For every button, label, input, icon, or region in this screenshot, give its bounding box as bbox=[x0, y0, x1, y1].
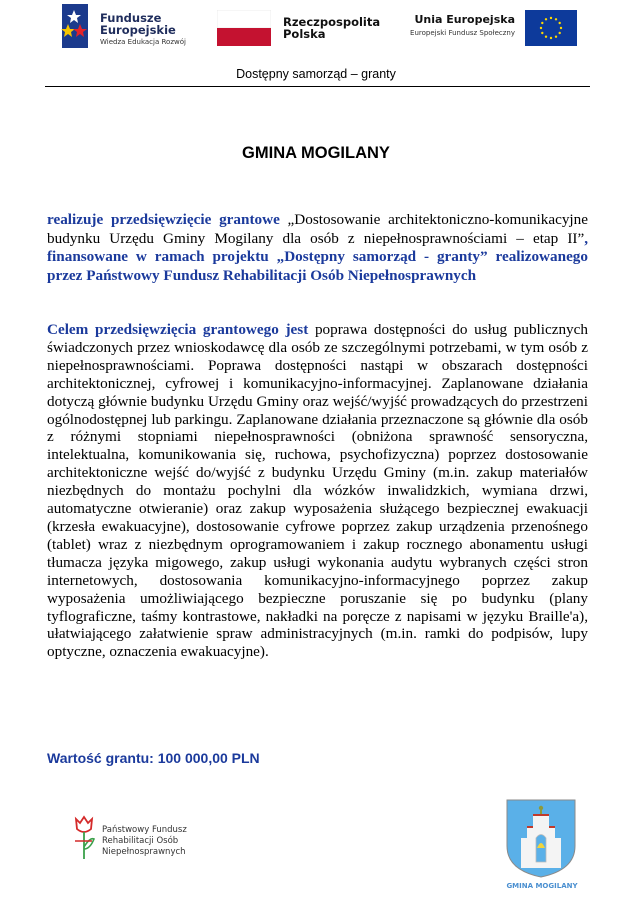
goal-lead-bold-text: Celem przedsięwzięcia grantowego jest bbox=[47, 321, 309, 338]
fe-title-line1: Fundusze bbox=[100, 11, 162, 25]
pfron-line3: Niepełnosprawnych bbox=[102, 847, 186, 857]
pfron-line1: Państwowy Fundusz bbox=[102, 825, 187, 835]
eu-flag-icon bbox=[525, 10, 577, 46]
gmina-logo-label: GMINA MOGILANY bbox=[506, 882, 578, 890]
ue-title: Unia Europejska bbox=[414, 13, 515, 26]
running-header: Dostępny samorząd – granty bbox=[236, 67, 396, 81]
pfron-line2: Rehabilitacji Osób bbox=[102, 836, 179, 846]
project-goal-paragraph bbox=[47, 321, 588, 661]
ue-subtitle: Europejski Fundusz Społeczny bbox=[410, 29, 515, 37]
project-description-paragraph bbox=[47, 211, 588, 285]
rp-line1: Rzeczpospolita bbox=[283, 15, 381, 29]
lead-bold-text: realizuje przedsięwzięcie grantowe bbox=[47, 211, 280, 228]
unia-europejska-logo bbox=[400, 10, 577, 46]
header-divider bbox=[45, 86, 590, 87]
gmina-mogilany-logo bbox=[497, 798, 587, 898]
grant-value: Wartość grantu: 100 000,00 PLN bbox=[47, 750, 260, 766]
polish-flag-icon bbox=[217, 10, 271, 46]
fe-subtitle: Wiedza Edukacja Rozwój bbox=[100, 38, 186, 46]
coat-of-arms-icon bbox=[505, 798, 577, 878]
funding-source-text: , finansowane w ramach projektu „Dostępny samorząd - granty” realizowanego przez Państwowy Fundusz Rehabilitacji Osób Niepełnosprawnych bbox=[47, 229, 588, 284]
project-name-text: „Dostosowanie architektoniczno-komunikacyjne budynku Urzędu Gminy Mogilany dla osób z niepełnosprawnościami – etap II” bbox=[47, 211, 588, 247]
fe-title-line2: Europejskie bbox=[100, 23, 176, 37]
tulip-icon bbox=[72, 815, 96, 859]
page-title: GMINA MOGILANY bbox=[242, 144, 390, 162]
fe-stars-icon bbox=[60, 4, 90, 48]
rp-line2: Polska bbox=[283, 27, 326, 41]
goal-body-text: poprawa dostępności do usług publicznych świadczonych przez wnioskodawcę dla osób ze szczególnymi potrzebami, w tym osób z niepełnosprawnościami. Poprawa dostępności nastąpi w obszarach dostępności architektonicznej, cyfrowej i komunikacyjno-informacyjnej. Zaplanowane działania dotyczą głównie budynku Urzędu Gminy oraz wejść/wyjść prowadzących do przestrzeni ogólnodostępnej lub parkingu. Zaplanowane działania przeznaczone są głównie dla osób z różnymi stopniami niepełnosprawności (obniżona sprawność sensoryczna, intelektualna, komunikowania się, ruchowa, psychofizyczna) poprzez dostosowanie architektoniczne wejść do/wyjść z budynku Urzędu Gminy (m.in. zakup materiałów niezbędnych do montażu pochylni dla wózków inwalidzkich, wymiana drzwi, automatyczne otwieranie) oraz zakup wyposażenia służącego bezpiecznej ewakuacji (krzesła ewakuacyjne), dostosowanie cyfrowe poprzez zakup urządzenia przenośnego (tablet) wraz z niezbędnym oprogramowaniem i zakup rocznego abonamentu usługi tłumacza języka migowego, zakup usługi wykonania audytu wybranych części stron internetowych, dostosowania komunikacyjno-informacyjnego poprzez zakup wyposażenia umożliwiającego bezpieczne poruszanie się po budynku (plany tyflograficzne, taśmy kontrastowe, nakładki na poręcze z napisami w języku Braille'a), ułatwiającego załatwienie spraw administracyjnych (m.in. ramki do podpisów, lupy optyczne, oznaczenia ewakuacyjne). bbox=[47, 321, 588, 661]
